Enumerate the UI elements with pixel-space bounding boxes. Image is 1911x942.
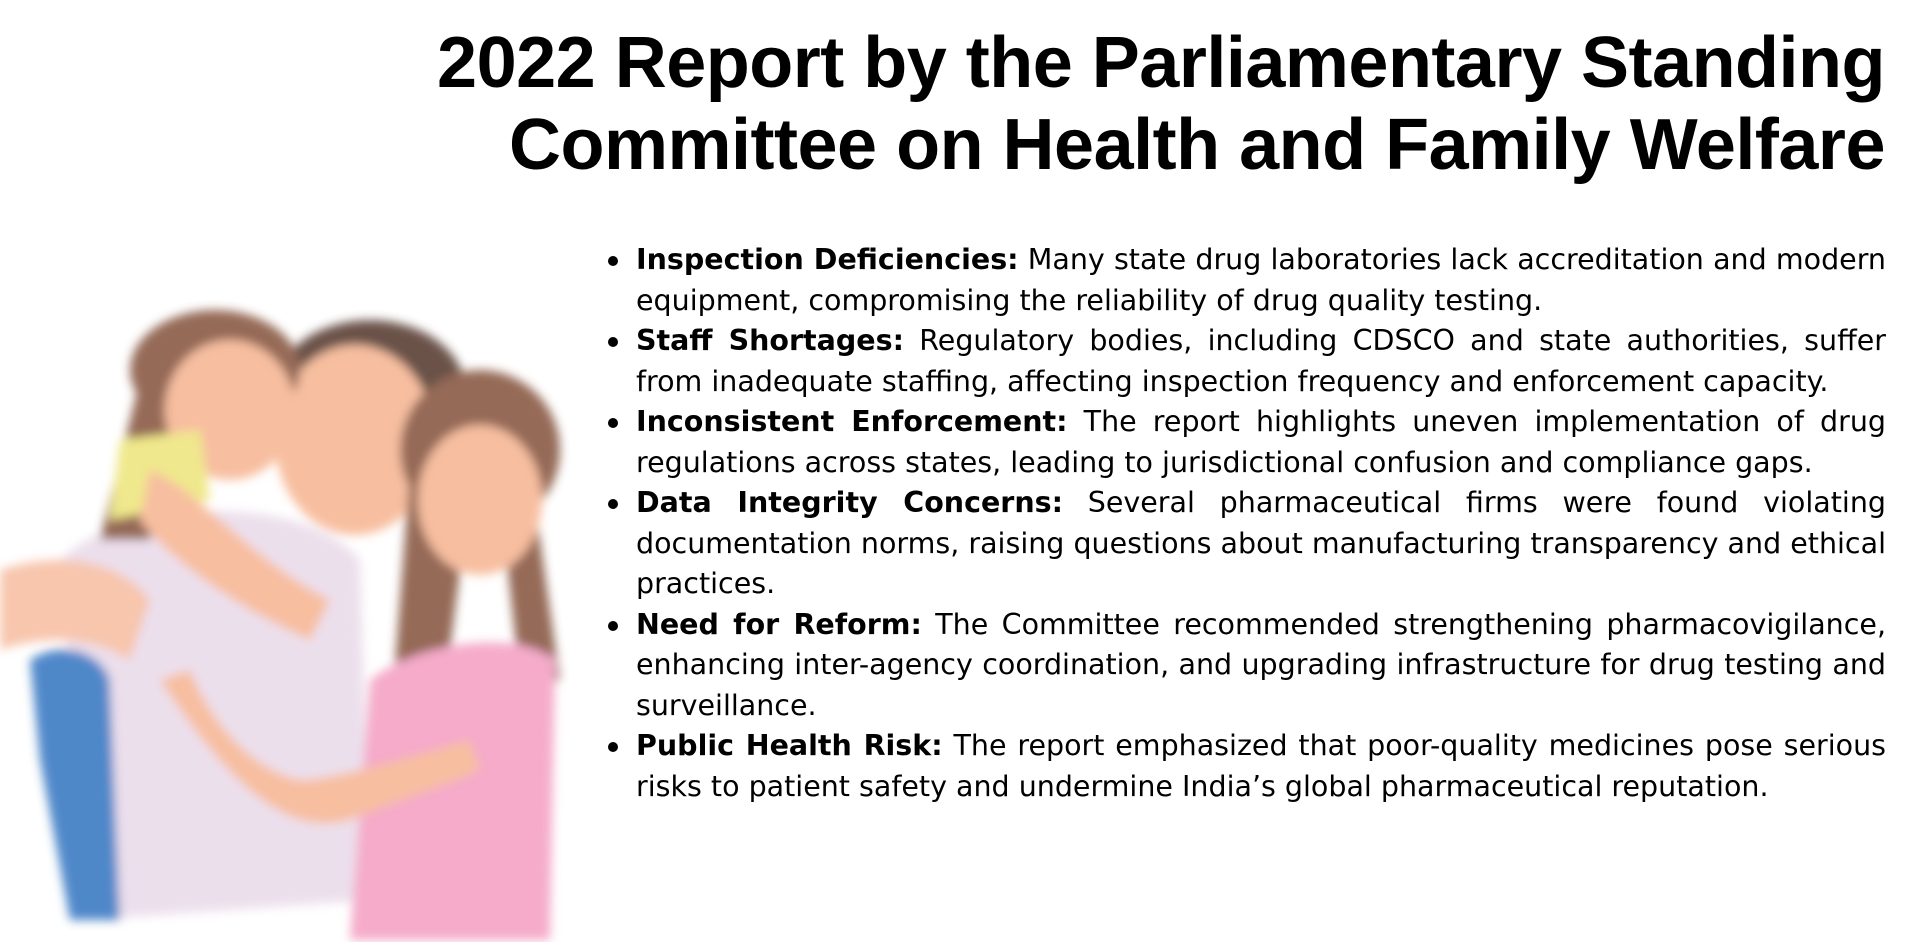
- finding-text: Several pharmaceutical firms were found violating documentation norms, raising questions about manufacturing transparency and ethical practices.: [636, 486, 1886, 600]
- finding-text: Regulatory bodies, including CDSCO and state authorities, suffer from inadequate staffing, affecting inspection frequency and enforcement capacity.: [636, 324, 1886, 398]
- finding-text: Many state drug laboratories lack accreditation and modern equipment, compromising the reliability of drug quality testing.: [636, 243, 1886, 317]
- page-title: [185, 22, 1885, 186]
- finding-item: [636, 240, 1886, 321]
- title-line-2: Committee on Health and Family Welfare: [509, 105, 1885, 185]
- family-watercolor-illustration: [0, 300, 580, 942]
- finding-item: [636, 605, 1886, 727]
- finding-label: Data Integrity Concerns:: [636, 486, 1063, 519]
- finding-text: The Committee recommended strengthening pharmacovigilance, enhancing inter-agency coordination, and upgrading infrastructure for drug testing and surveillance.: [636, 607, 1886, 722]
- finding-item: [636, 402, 1886, 483]
- finding-label: Public Health Risk:: [636, 729, 943, 762]
- finding-item: [636, 726, 1886, 807]
- finding-label: Inconsistent Enforcement:: [636, 405, 1068, 438]
- findings-list: [636, 240, 1886, 807]
- finding-item: [636, 483, 1886, 605]
- finding-text: The report emphasized that poor-quality medicines pose serious risks to patient safety and undermine India’s global pharmaceutical reputation.: [636, 729, 1887, 803]
- finding-text: The report highlights uneven implementation of drug regulations across states, leading to jurisdictional confusion and compliance gaps.: [636, 405, 1886, 479]
- finding-label: Staff Shortages:: [636, 324, 904, 357]
- finding-label: Need for Reform:: [636, 607, 922, 641]
- finding-label: Inspection Deficiencies:: [636, 243, 1019, 276]
- title-line-1: 2022 Report by the Parliamentary Standing: [437, 23, 1885, 103]
- finding-item: [636, 321, 1886, 402]
